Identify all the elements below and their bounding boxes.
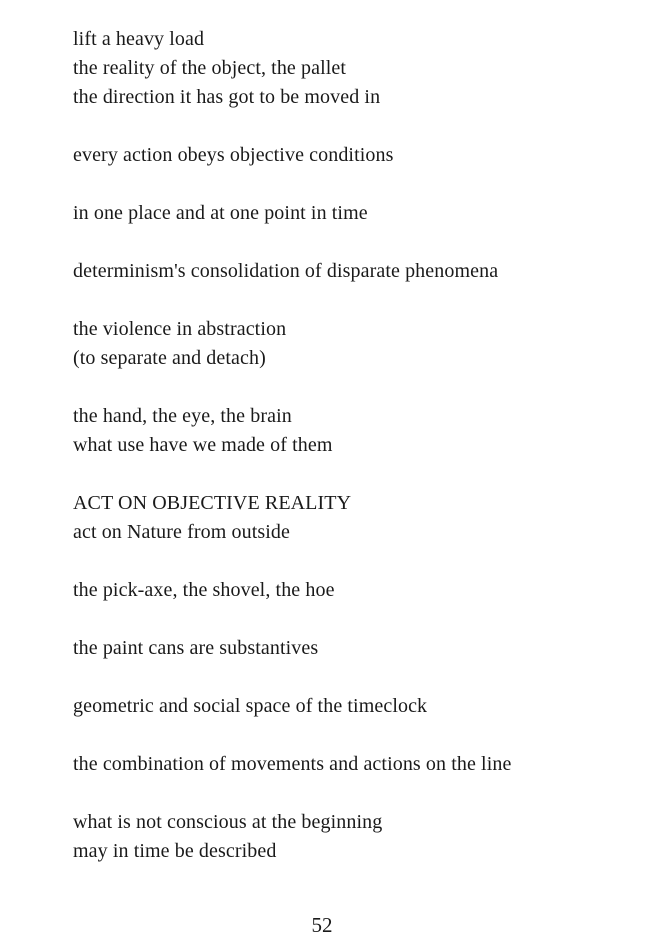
poem-line: what is not conscious at the beginning [73, 811, 383, 833]
poem-body [73, 25, 610, 866]
poem-line: the direction it has got to be moved in [73, 86, 381, 108]
poem-line: what use have we made of them [73, 434, 333, 456]
stanza [73, 257, 610, 286]
poem-line: may in time be described [73, 840, 277, 862]
poem-line: act on Nature from outside [73, 521, 290, 543]
poem-line: the hand, the eye, the brain [73, 405, 292, 427]
page-number: 52 [311, 913, 333, 937]
poem-line: the reality of the object, the pallet [73, 57, 347, 79]
poem-line: ACT ON OBJECTIVE REALITY [73, 492, 352, 514]
poem-line: the violence in abstraction [73, 318, 287, 340]
stanza [73, 750, 610, 779]
stanza [73, 692, 610, 721]
poem-line: (to separate and detach) [73, 347, 266, 369]
stanza [73, 402, 610, 460]
stanza [73, 141, 610, 170]
stanza [73, 808, 610, 866]
stanza [73, 489, 610, 547]
poem-line: in one place and at one point in time [73, 202, 368, 224]
stanza [73, 199, 610, 228]
stanza [73, 576, 610, 605]
stanza [73, 25, 610, 112]
poem-line: the pick-axe, the shovel, the hoe [73, 579, 335, 601]
poem-line: the paint cans are substantives [73, 637, 319, 659]
poem-line: determinism's consolidation of disparate phenomena [73, 260, 499, 282]
poem-line: every action obeys objective conditions [73, 144, 394, 166]
stanza [73, 315, 610, 373]
poem-line: lift a heavy load [73, 28, 205, 50]
poem-line: geometric and social space of the timeclock [73, 695, 428, 717]
poem-line: the combination of movements and actions on the line [73, 753, 512, 775]
stanza [73, 634, 610, 663]
